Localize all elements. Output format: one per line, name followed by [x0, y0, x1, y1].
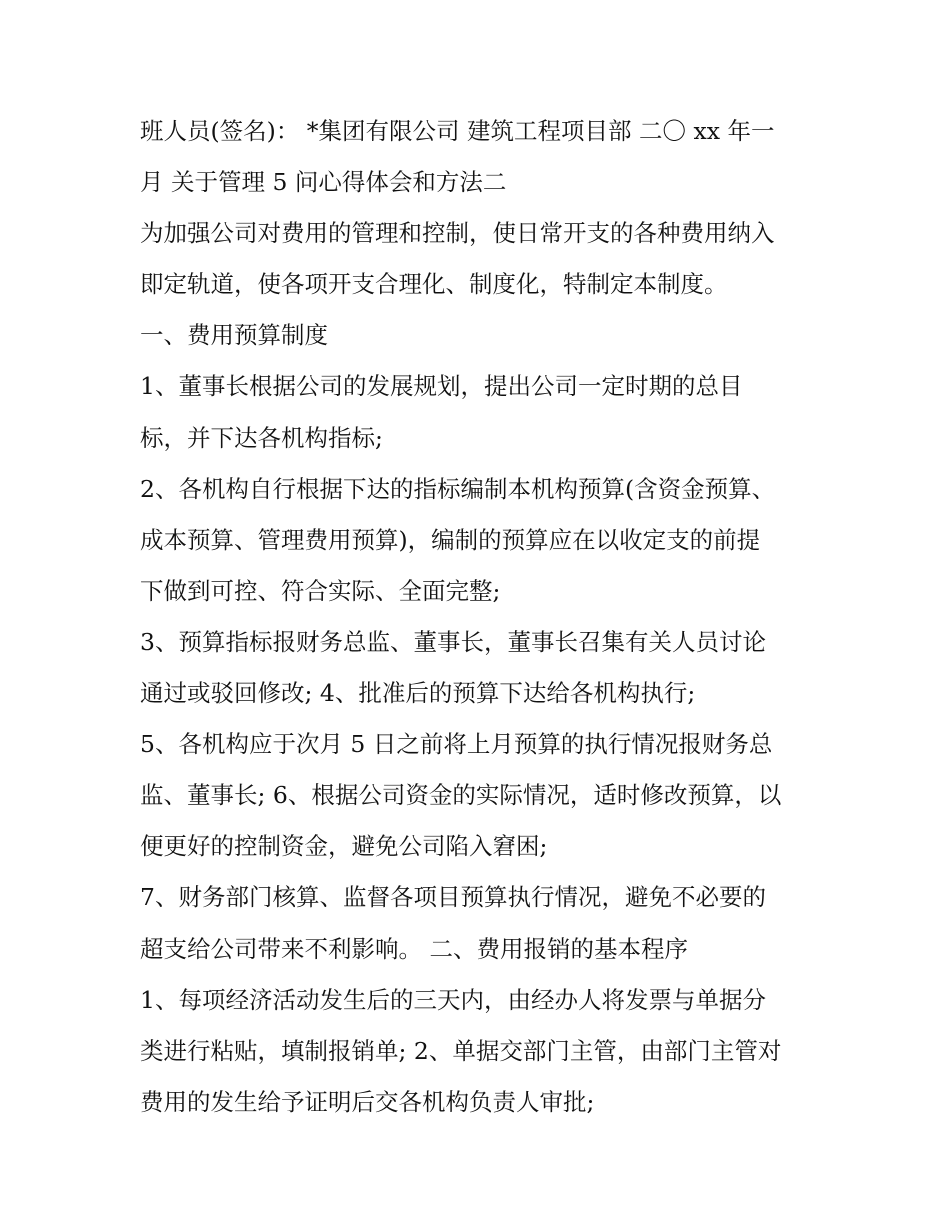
document-line: 超支给公司带来不利影响。 二、费用报销的基本程序: [140, 934, 688, 963]
document-body: [140, 106, 830, 1128]
document-line: 1、每项经济活动发生后的三天内，由经办人将发票与单据分: [140, 985, 766, 1014]
document-line: 便更好的控制资金，避免公司陷入窘困;: [140, 832, 548, 861]
document-line: 5、各机构应于次月 5 日之前将上月预算的执行情况报财务总: [140, 730, 773, 759]
document-line: 通过或驳回修改; 4、批准后的预算下达给各机构执行;: [140, 679, 696, 708]
document-line: 1、董事长根据公司的发展规划，提出公司一定时期的总目: [140, 372, 743, 401]
document-line: 班人员(签名)： *集团有限公司 建筑工程项目部 二〇 xx 年一: [140, 117, 775, 145]
document-line: 费用的发生给予证明后交各机构负责人审批;: [140, 1087, 595, 1116]
document-line: 月 关于管理 5 问心得体会和方法二: [140, 168, 507, 197]
document-line: 标，并下达各机构指标;: [140, 423, 383, 452]
document-line: 为加强公司对费用的管理和控制，使日常开支的各种费用纳入: [140, 219, 775, 248]
section-heading: 一、费用预算制度: [140, 321, 328, 350]
document-line: 成本预算、管理费用预算)，编制的预算应在以收定支的前提: [140, 525, 761, 554]
document-line: 类进行粘贴，填制报销单; 2、单据交部门主管，由部门主管对: [140, 1036, 782, 1065]
document-line: 下做到可控、符合实际、全面完整;: [140, 576, 501, 605]
document-line: 监、董事长; 6、根据公司资金的实际情况，适时修改预算，以: [140, 781, 782, 810]
document-line: 3、预算指标报财务总监、董事长，董事长召集有关人员讨论: [140, 627, 766, 656]
document-line: 2、各机构自行根据下达的指标编制本机构预算(含资金预算、: [140, 474, 776, 503]
document-line: 7、财务部门核算、监督各项目预算执行情况，避免不必要的: [140, 883, 766, 912]
document-line: 即定轨道，使各项开支合理化、制度化，特制定本制度。: [140, 270, 728, 299]
